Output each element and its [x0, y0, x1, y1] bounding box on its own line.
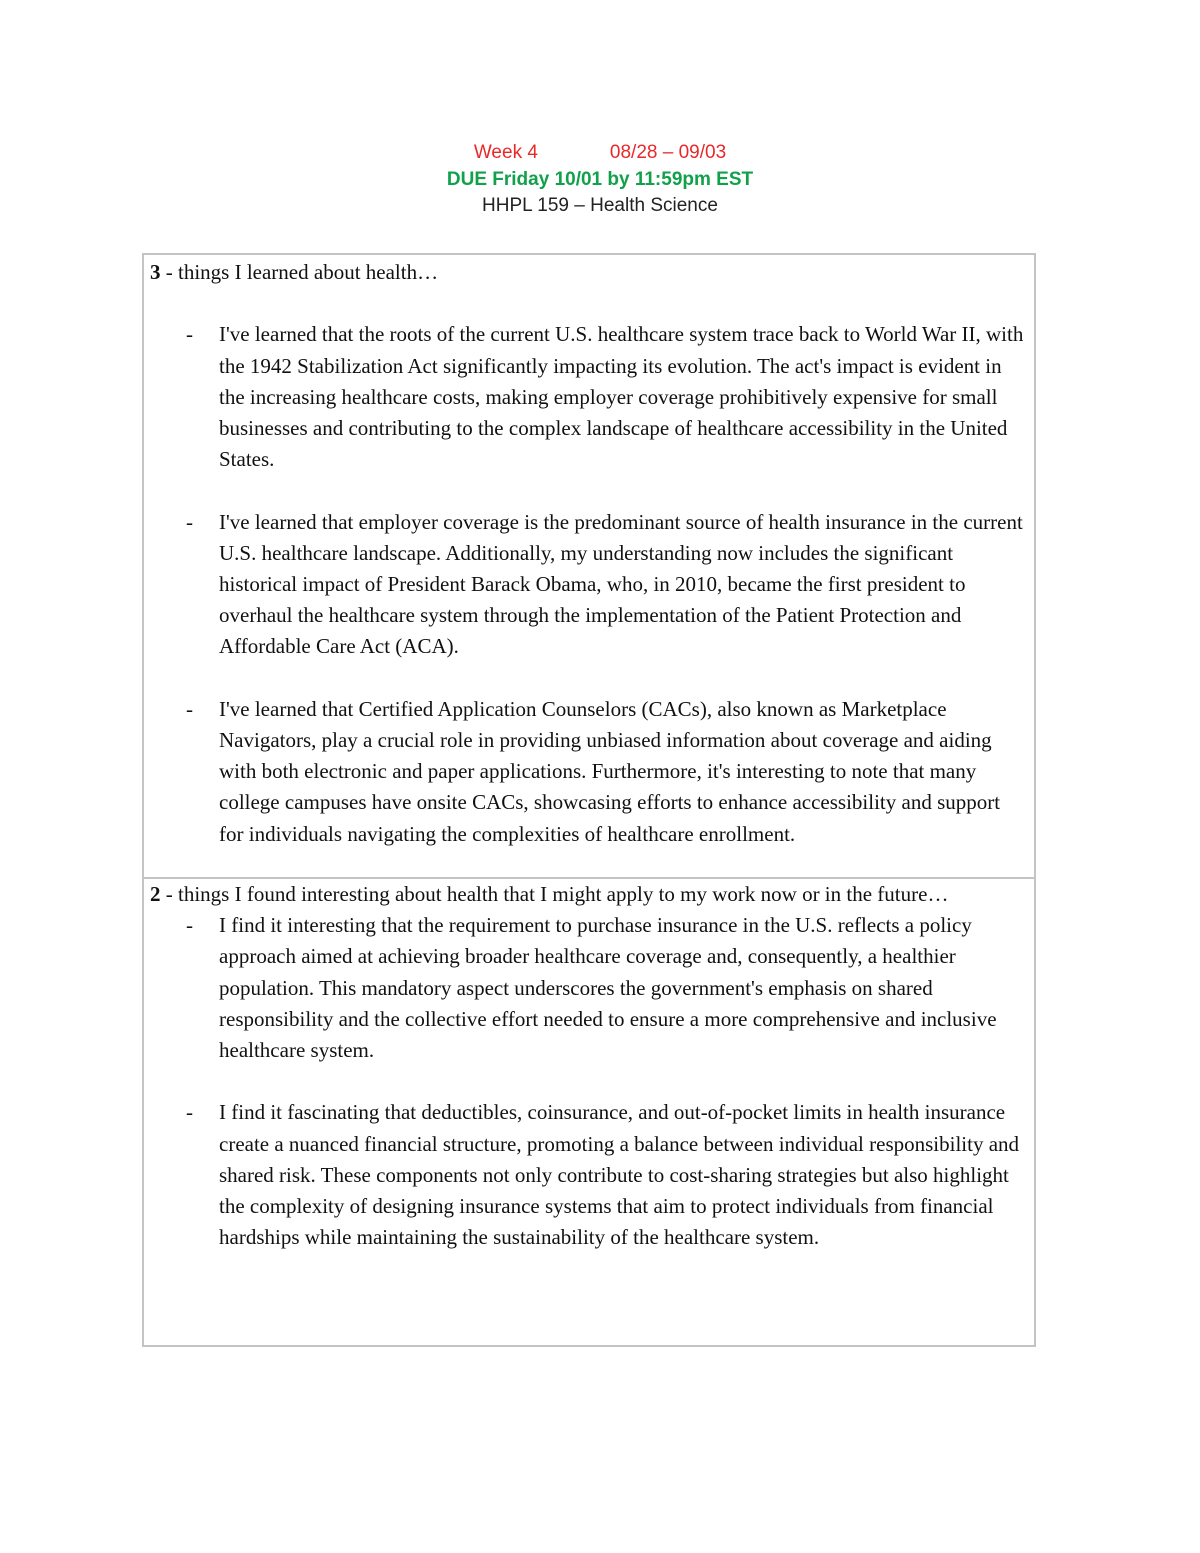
section-prompt	[150, 879, 1026, 910]
list-item-text: I find it interesting that the requirement to purchase insurance in the U.S. reflects a policy approach aimed at achieving broader healthcare coverage and, consequently, a healthier population. This mandatory aspect underscores the government's emphasis on shared responsibility and the collective effort needed to ensure a more comprehensive and inclusive healthcare system.	[219, 913, 997, 1063]
list-item	[150, 319, 1026, 475]
week-line	[0, 140, 1200, 167]
section-interesting	[144, 879, 1034, 1345]
dash-bullet: -	[186, 322, 193, 347]
list-item	[150, 694, 1026, 850]
list-item-text: I find it fascinating that deductibles, coinsurance, and out-of-pocket limits in health insurance create a nuanced financial structure, promoting a balance between individual responsibility and shared risk. These components not only contribute to cost-sharing strategies but also highlight the complexity of designing insurance systems that aim to protect individuals from financial hardships while maintaining the sustainability of the healthcare system.	[219, 1100, 1020, 1250]
week-label: Week 4	[473, 142, 538, 163]
section-number: 3	[150, 260, 161, 284]
bullet-list	[150, 910, 1026, 1253]
bullet-list	[150, 319, 1026, 849]
document-header	[0, 140, 1200, 220]
course-title: HHPL 159 – Health Science	[482, 195, 718, 216]
section-learned	[144, 255, 1034, 879]
section-number: 2	[150, 882, 161, 906]
due-date: DUE Friday 10/01 by 11:59pm EST	[446, 168, 754, 190]
dash-bullet: -	[186, 913, 193, 938]
dash-bullet: -	[186, 696, 193, 721]
list-item	[150, 910, 1026, 1066]
section-prompt-text: - things I found interesting about health that I might apply to my work now or in the future…	[160, 882, 949, 906]
list-item-text: I've learned that the roots of the current U.S. healthcare system trace back to World War II, with the 1942 Stabilization Act significantly impacting its evolution. The act's impact is evident in the increasing healthcare costs, making employer coverage prohibitively expensive for small businesses and contributing to the complex landscape of healthcare accessibility in the United States.	[219, 322, 1024, 472]
list-item	[150, 1097, 1026, 1253]
list-item-text: I've learned that employer coverage is the predominant source of health insurance in the current U.S. healthcare landscape. Additionally, my understanding now includes the significant historical impact of President Barack Obama, who, in 2010, became the first president to overhaul the healthcare system through the implementation of the Patient Protection and Affordable Care Act (ACA).	[219, 509, 1023, 659]
section-prompt	[150, 257, 1026, 288]
section-prompt-text: - things I learned about health…	[160, 260, 439, 284]
reflection-table	[142, 253, 1036, 1347]
dash-bullet: -	[186, 509, 193, 534]
list-item	[150, 507, 1026, 663]
date-range: 08/28 – 09/03	[609, 142, 727, 163]
list-item-text: I've learned that Certified Application Counselors (CACs), also known as Marketplace Navigators, play a crucial role in providing unbiased information about coverage and aiding with both electronic and paper applications. Furthermore, it's interesting to note that many college campuses have onsite CACs, showcasing efforts to enhance accessibility and support for individuals navigating the complexities of healthcare enrollment.	[219, 696, 1001, 846]
dash-bullet: -	[186, 1100, 193, 1125]
